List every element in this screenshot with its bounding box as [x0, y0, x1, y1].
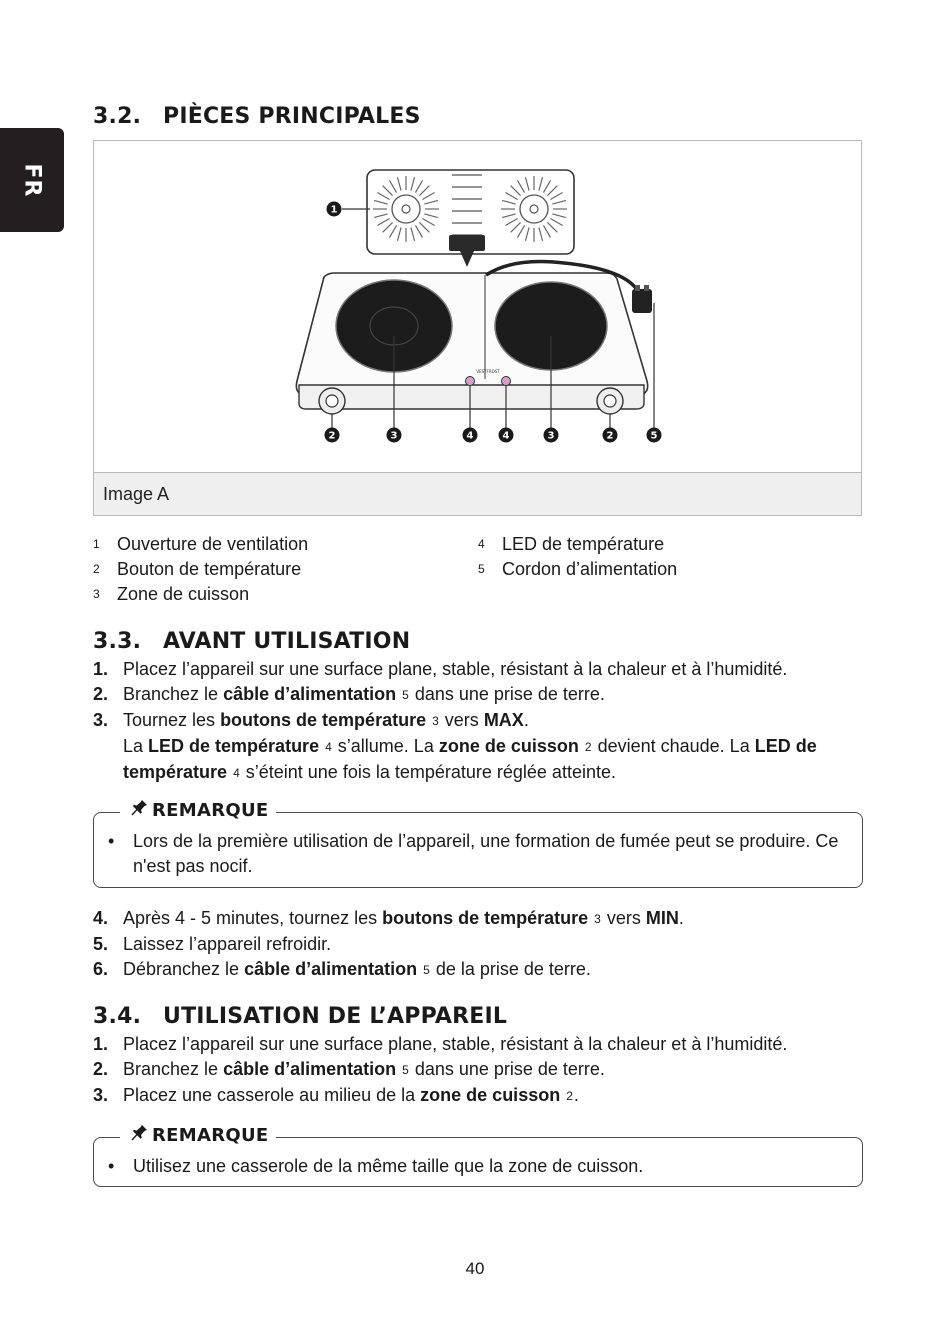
steps-after-note	[93, 906, 863, 983]
step-item: 1. Placez l’appareil sur une surface plane, stable, résistant à la chaleur et à l’humidité.	[93, 659, 788, 679]
note-box	[93, 800, 863, 888]
callout-number: 4	[466, 430, 474, 442]
section-number: 3.2.	[93, 104, 142, 129]
parts-legend-right	[478, 532, 677, 582]
parts-legend-left	[93, 532, 308, 607]
step-item: 3. Tournez les boutons de température 3 vers MAX. La LED de température 4 s’allume. La zone de cuisson 2 devient chaude. La LED de température 4 s’éteint une fois la température réglée atteinte.	[93, 710, 817, 782]
language-tab	[0, 128, 64, 232]
section-heading-3-4	[93, 1004, 507, 1029]
legend-item: 5 Cordon d’alimentation	[478, 559, 678, 579]
section-title: AVANT UTILISATION	[163, 629, 411, 654]
callout-number: 2	[328, 430, 336, 442]
callout-number: 5	[650, 430, 658, 442]
note-item: • Utilisez une casserole de la même taille que la zone de cuisson.	[108, 1156, 644, 1176]
language-label: FR	[19, 163, 45, 197]
section-number: 3.4.	[93, 1004, 142, 1029]
note-title: REMARQUE	[120, 1123, 276, 1149]
steps-usage	[93, 1032, 863, 1109]
hotplate-illustration	[94, 141, 861, 473]
steps-before-use	[93, 657, 863, 786]
callout-number: 3	[547, 430, 555, 442]
pushpin-icon	[130, 799, 152, 817]
section-title: PIÈCES PRINCIPALES	[163, 104, 421, 129]
callout-number: 3	[390, 430, 398, 442]
step-item: 6. Débranchez le câble d’alimentation 5 de la prise de terre.	[93, 959, 591, 979]
section-heading-3-2	[93, 104, 421, 129]
legend-item: 2 Bouton de température	[93, 559, 302, 579]
section-title: UTILISATION DE L’APPAREIL	[163, 1004, 508, 1029]
hotplate-body	[296, 262, 652, 415]
callout-number: 4	[502, 430, 510, 442]
note-title: REMARQUE	[120, 798, 276, 824]
section-heading-3-3	[93, 629, 410, 654]
callout-number: 2	[606, 430, 614, 442]
legend-item: 3 Zone de cuisson	[93, 584, 250, 604]
brand-label: VESTFROST	[476, 369, 500, 374]
step-item: 5. Laissez l’appareil refroidir.	[93, 934, 332, 954]
note-box	[93, 1125, 863, 1187]
legend-item: 4 LED de température	[478, 534, 665, 554]
step-item: 4. Après 4 - 5 minutes, tournez les boutons de température 3 vers MIN.	[93, 908, 684, 928]
section-number: 3.3.	[93, 629, 142, 654]
pushpin-icon	[130, 1124, 152, 1142]
vent-panel-view	[367, 170, 574, 267]
step-item: 1. Placez l’appareil sur une surface plane, stable, résistant à la chaleur et à l’humidité.	[93, 1034, 788, 1054]
legend-item: 1 Ouverture de ventilation	[93, 534, 309, 554]
page-number: 40	[465, 1259, 485, 1278]
figure-caption: Image A	[94, 472, 861, 515]
callout-number: 1	[330, 204, 338, 216]
note-item: • Lors de la première utilisation de l’appareil, une formation de fumée peut se produire. Ce n'est pas nocif.	[108, 831, 839, 876]
step-item: 2. Branchez le câble d’alimentation 5 dans une prise de terre.	[93, 684, 605, 704]
step-item: 2. Branchez le câble d’alimentation 5 dans une prise de terre.	[93, 1059, 605, 1079]
figure-image-a	[93, 140, 862, 516]
step-item: 3. Placez une casserole au milieu de la zone de cuisson 2.	[93, 1085, 579, 1105]
